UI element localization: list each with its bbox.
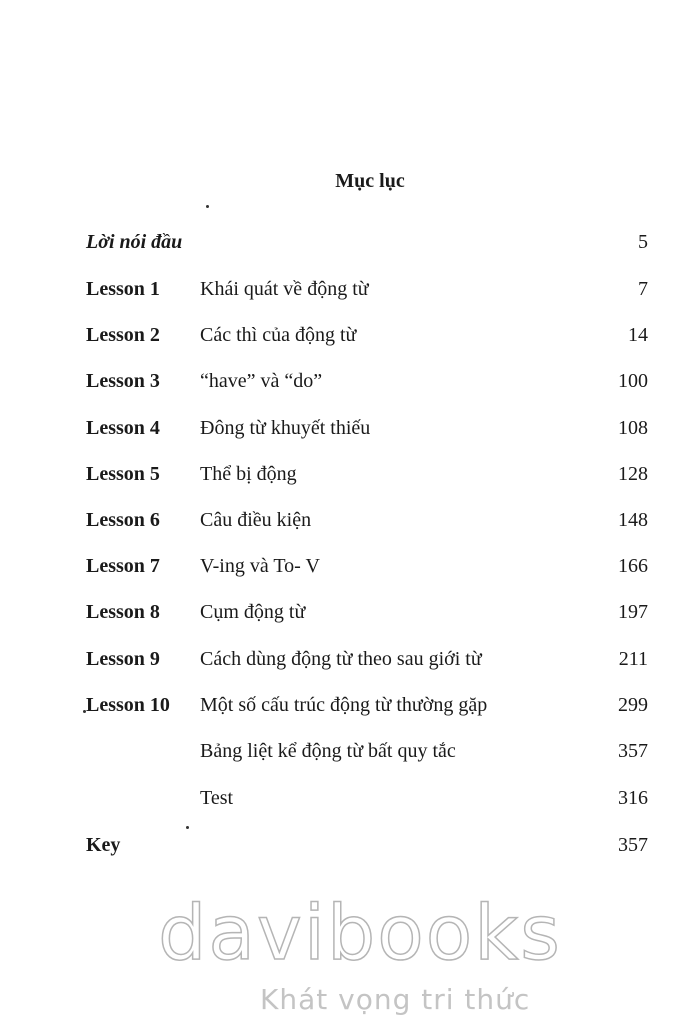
page-title: Mục lục (335, 170, 405, 192)
toc-page-number: 14 (628, 324, 648, 346)
toc-label: Lesson 8 (86, 601, 160, 623)
toc-entry-lesson-4 (0, 413, 700, 443)
toc-label: Lời nói đầu (86, 231, 183, 253)
toc-entry-lesson-2 (0, 320, 700, 350)
toc-title: “have” và “do” (200, 370, 323, 392)
toc-title: Thể bị động (200, 463, 297, 485)
toc-entry-lesson-1 (0, 274, 700, 304)
toc-page-number: 5 (638, 231, 648, 253)
toc-title: Khái quát về động từ (200, 278, 369, 300)
toc-label: Lesson 7 (86, 555, 160, 577)
toc-label: Lesson 1 (86, 278, 160, 300)
toc-page-number: 316 (618, 787, 648, 809)
toc-entry-lesson-8 (0, 597, 700, 627)
watermark-brand: davibooks (158, 888, 562, 977)
print-speck (206, 205, 209, 208)
toc-entry-lesson-7 (0, 551, 700, 581)
watermark-slogan: Khát vọng tri thức (260, 983, 531, 1016)
toc-entry-lesson-10 (0, 690, 700, 720)
toc-title: Các thì của động từ (200, 324, 357, 346)
toc-entry-lesson-5 (0, 459, 700, 489)
toc-page-number: 148 (618, 509, 648, 531)
toc-title: Bảng liệt kể động từ bất quy tắc (200, 740, 456, 762)
toc-title: V-ing và To- V (200, 555, 320, 577)
toc-page-number: 357 (618, 740, 648, 762)
toc-page-number: 7 (638, 278, 648, 300)
toc-title: Cách dùng động từ theo sau giới từ (200, 648, 482, 670)
toc-title: Test (200, 787, 234, 809)
toc-label: Lesson 9 (86, 648, 160, 670)
toc-title: Đông từ khuyết thiếu (200, 417, 371, 439)
toc-entry-lesson-9 (0, 644, 700, 674)
toc-page-number: 166 (618, 555, 648, 577)
toc-entry-test (0, 783, 700, 813)
toc-label: Lesson 4 (86, 417, 160, 439)
toc-label: Lesson 6 (86, 509, 160, 531)
toc-title: Một số cấu trúc động từ thường gặp (200, 694, 488, 716)
toc-page-number: 100 (618, 370, 648, 392)
toc-page-number: 128 (618, 463, 648, 485)
print-speck (186, 826, 189, 829)
toc-entry-lesson-3 (0, 366, 700, 396)
toc-page-number: 357 (618, 834, 648, 856)
toc-label: Lesson 5 (86, 463, 160, 485)
watermark (150, 888, 570, 1016)
toc-entry-lesson-6 (0, 505, 700, 535)
toc-title: Câu điều kiện (200, 509, 312, 531)
toc-label: Lesson 10 (86, 694, 170, 716)
toc-label: Lesson 2 (86, 324, 160, 346)
print-speck (83, 710, 86, 713)
toc-page-number: 211 (618, 648, 648, 670)
toc-page-number: 108 (618, 417, 648, 439)
toc-page-number: 197 (618, 601, 648, 623)
toc-entry-irregular-verbs (0, 736, 700, 766)
toc-label: Key (86, 834, 121, 856)
toc-page-number: 299 (618, 694, 648, 716)
toc-entry-key (0, 830, 700, 860)
toc-title: Cụm động từ (200, 601, 306, 623)
toc-label: Lesson 3 (86, 370, 160, 392)
toc-entry-preface (0, 227, 700, 257)
